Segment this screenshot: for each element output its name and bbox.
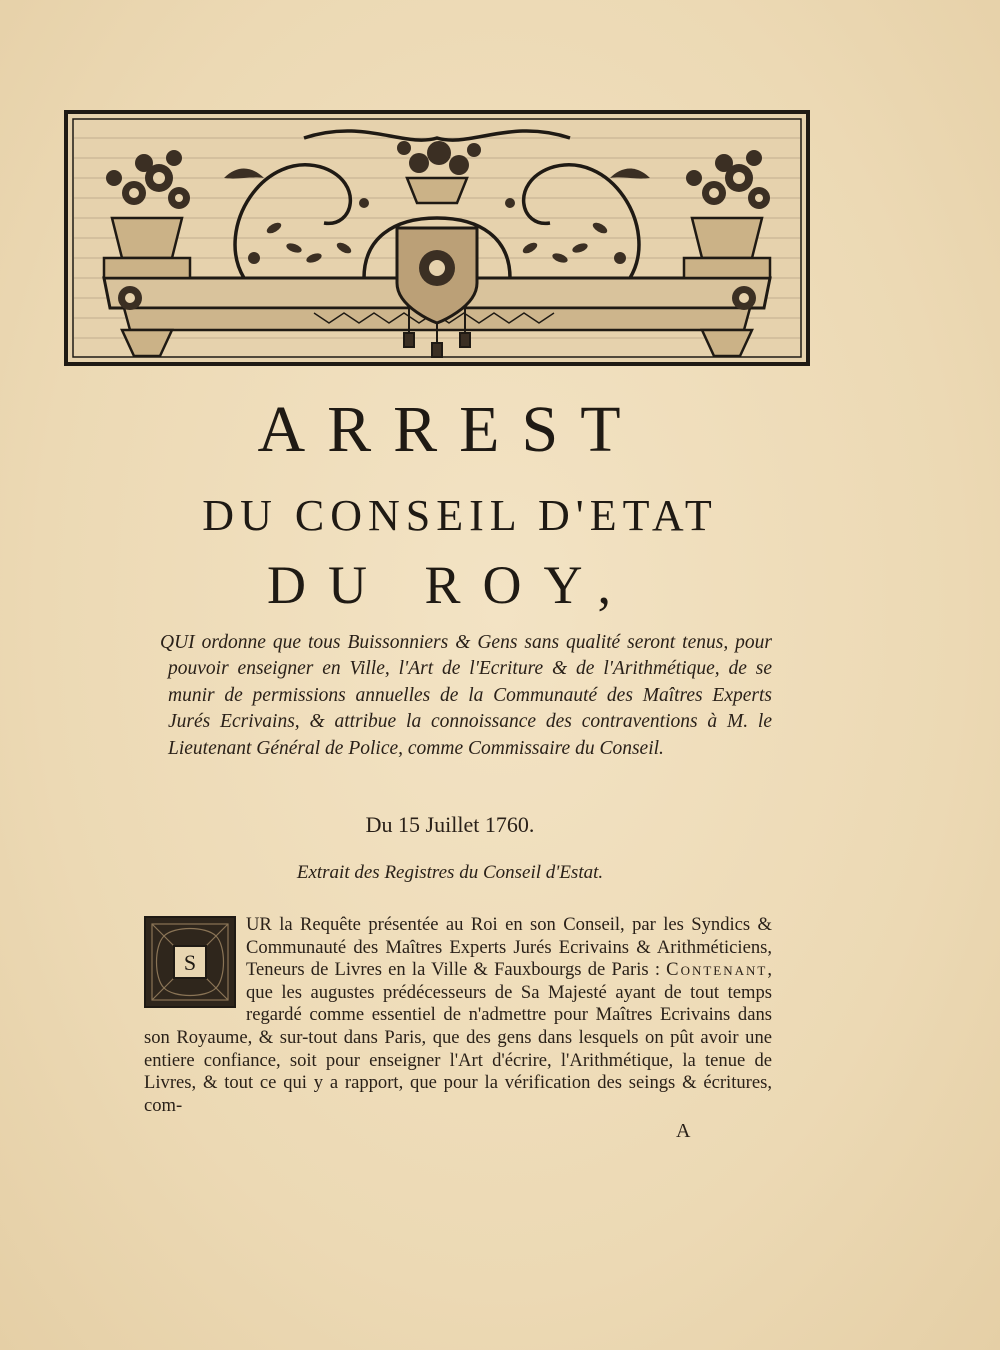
decree-date: Du 15 Juillet 1760. bbox=[365, 812, 535, 837]
woodcut-vignette bbox=[64, 108, 810, 366]
body-part-1: UR la Requête présentée au Roi en son Conseil, par les Syndics & Communauté des Maîtres Experts Jurés Ecrivains & Arithméticiens, Teneurs de Livres en la Ville & Fauxbourgs de Paris : bbox=[246, 914, 772, 981]
title-arrest: ARREST bbox=[257, 393, 643, 466]
decree-body bbox=[144, 914, 772, 1117]
decree-summary: QUI ordonne que tous Buissonniers & Gens sans qualité seront tenus, pour pouvoir enseigner en Ville, l'Art de l'Ecriture & de l'Arithmétique, de se munir de permissions annuelles de la Communauté des Maîtres Experts Jurés Ecrivains, & attribue la connoissance des contraventions à M. le Lieutenant Général de Police, comme Commissaire du Conseil. bbox=[160, 632, 772, 759]
signature-mark: A bbox=[676, 1120, 691, 1142]
body-contenant: Contenant bbox=[666, 959, 768, 981]
title-conseil: DU CONSEIL D'ETAT bbox=[202, 491, 718, 540]
dropcap-letter: S bbox=[183, 950, 197, 975]
title-du-roy: DU ROY, bbox=[266, 555, 634, 615]
extract-heading: Extrait des Registres du Conseil d'Estat. bbox=[296, 862, 604, 883]
body-part-2: , que les augustes prédécesseurs de Sa Majesté ayant de tout temps regardé comme essentiel de n'admettre pour Maîtres Ecrivains dans son Royaume, & sur-tout dans Paris, que des gens dans lesquels on pût avoir une entiere confiance, soit pour enseigner l'Art d'écrire, l'Arithmétique, la tenue de Livres, & tout ce qui y a rapport, que pour la vérification des seings & écritures, com- bbox=[144, 959, 772, 1116]
dropcap-spacer bbox=[144, 914, 246, 1024]
